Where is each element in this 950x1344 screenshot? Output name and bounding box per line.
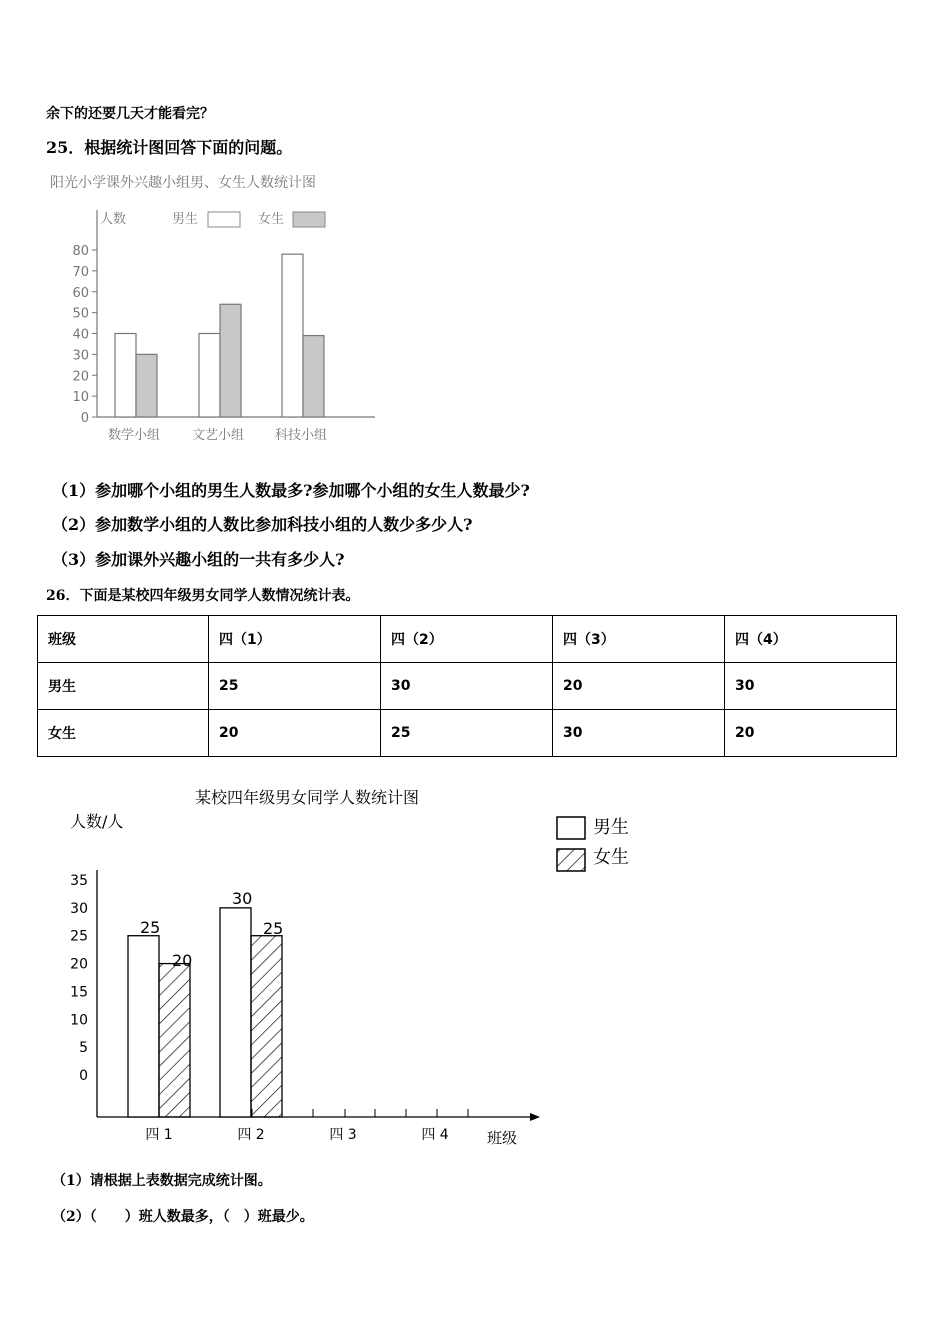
chart-1-y-tick-label: 80: [72, 244, 89, 259]
table-cell: 30: [553, 710, 725, 757]
table-row: [38, 663, 897, 710]
chart-2-y-tick-label: 25: [70, 928, 88, 945]
question-26-sub-1: （1）请根据上表数据完成统计图。: [52, 1173, 272, 1189]
chart-1-y-tick-label: 60: [72, 285, 89, 301]
chart-1-legend-girls-swatch: [293, 212, 325, 227]
question-26-sub-2: （2）（ ）班人数最多，（ ）班最少。: [52, 1209, 314, 1225]
chart-1-y-tick-label: 40: [72, 327, 89, 343]
chart-1-y-tick-label: 10: [72, 390, 89, 406]
chart-2-title: 某校四年级男女同学人数统计图: [195, 788, 420, 807]
question-25-sub-3: （3）参加课外兴趣小组的一共有多少人?: [52, 550, 345, 569]
table-header-cell: 四（3）: [553, 616, 725, 663]
chart-interest-groups: [40, 165, 400, 455]
table-header-row: [38, 616, 897, 663]
chart-2-category-label: 四 2: [237, 1127, 265, 1143]
chart-2-ylabel: 人数/人: [70, 812, 124, 831]
chart-1-y-tick-label: 30: [72, 348, 89, 364]
chart-2-legend-boys: 男生: [593, 817, 629, 838]
chart-1-y-tick-label: 20: [72, 369, 89, 385]
chart-2-legend-boys-swatch: [557, 817, 585, 839]
chart-2-bar-girls: [159, 964, 190, 1117]
chart-2-category-label: 四 3: [329, 1127, 357, 1143]
chart-2-bar-boys: [128, 936, 159, 1117]
chart-1-bar-girls: [220, 304, 241, 417]
chart-2-y-tick-label: 20: [70, 956, 88, 973]
chart-2-data-label: 25: [140, 918, 161, 937]
chart-2-legend-girls-swatch: [557, 849, 585, 871]
table-cell: 20: [209, 710, 381, 757]
chart-2-y-tick-label: 15: [70, 984, 88, 1001]
chart-1-bar-boys: [115, 334, 136, 418]
chart-2-y-tick-label: 0: [79, 1068, 88, 1084]
chart-2-y-tick-label: 30: [70, 900, 88, 917]
chart-2-y-tick-label: 10: [70, 1012, 88, 1029]
question-26-title: 26．下面是某校四年级男女同学人数情况统计表。: [46, 588, 360, 604]
chart-1-bar-girls: [303, 336, 324, 417]
chart-2-category-label: 四 1: [145, 1127, 173, 1143]
table-header-cell: 四（2）: [381, 616, 553, 663]
table-row: [38, 710, 897, 757]
question-25-sub-2: （2）参加数学小组的人数比参加科技小组的人数少多少人?: [52, 515, 473, 534]
chart-1-y-tick-label: 50: [72, 306, 89, 322]
chart-2-y-tick-label: 35: [70, 873, 88, 889]
intro-line: 余下的还要几天才能看完？: [46, 106, 214, 122]
chart-1-legend-boys: 男生: [172, 212, 199, 227]
question-25-title: 25．根据统计图回答下面的问题。: [46, 138, 293, 157]
table-row-label: 女生: [38, 710, 209, 757]
chart-1-category-label: 文艺小组: [191, 428, 245, 443]
table-cell: 25: [209, 663, 381, 710]
table-cell: 25: [381, 710, 553, 757]
chart-1-y-tick-label: 0: [80, 411, 89, 426]
chart-2-xlabel: 班级: [487, 1129, 518, 1147]
chart-2-legend-girls: 女生: [593, 847, 629, 868]
chart-2-bar-boys: [220, 908, 251, 1117]
chart-1-legend-girls: 女生: [258, 212, 285, 227]
table-header-cell: 班级: [38, 616, 209, 663]
chart-2-bar-girls: [251, 936, 282, 1117]
chart-1-ylabel: 人数: [100, 212, 127, 227]
table-cell: 20: [553, 663, 725, 710]
chart-1-title: 阳光小学课外兴趣小组男、女生人数统计图: [50, 175, 316, 191]
class-stats-table: [37, 615, 897, 757]
chart-2-data-label: 25: [263, 919, 284, 938]
table-cell: 30: [381, 663, 553, 710]
table-header-cell: 四（4）: [725, 616, 897, 663]
chart-2-data-label: 20: [172, 951, 193, 970]
chart-1-bar-boys: [282, 254, 303, 417]
question-25-sub-1: （1）参加哪个小组的男生人数最多?参加哪个小组的女生人数最少?: [52, 481, 530, 500]
chart-2-y-tick-label: 5: [79, 1040, 88, 1057]
chart-1-y-tick-label: 70: [72, 264, 89, 280]
table-header-cell: 四（1）: [209, 616, 381, 663]
chart-1-legend-boys-swatch: [208, 212, 240, 227]
chart-2-x-axis-arrow: [530, 1113, 540, 1121]
chart-grade-four: [40, 775, 660, 1155]
table-row-label: 男生: [38, 663, 209, 710]
chart-1-bar-girls: [136, 354, 157, 417]
chart-2-category-label: 四 4: [421, 1127, 449, 1143]
table-cell: 30: [725, 663, 897, 710]
chart-1-category-label: 科技小组: [274, 428, 328, 443]
chart-1-category-label: 数学小组: [107, 428, 161, 443]
table-cell: 20: [725, 710, 897, 757]
chart-2-data-label: 30: [232, 889, 253, 908]
chart-1-bar-boys: [199, 334, 220, 418]
